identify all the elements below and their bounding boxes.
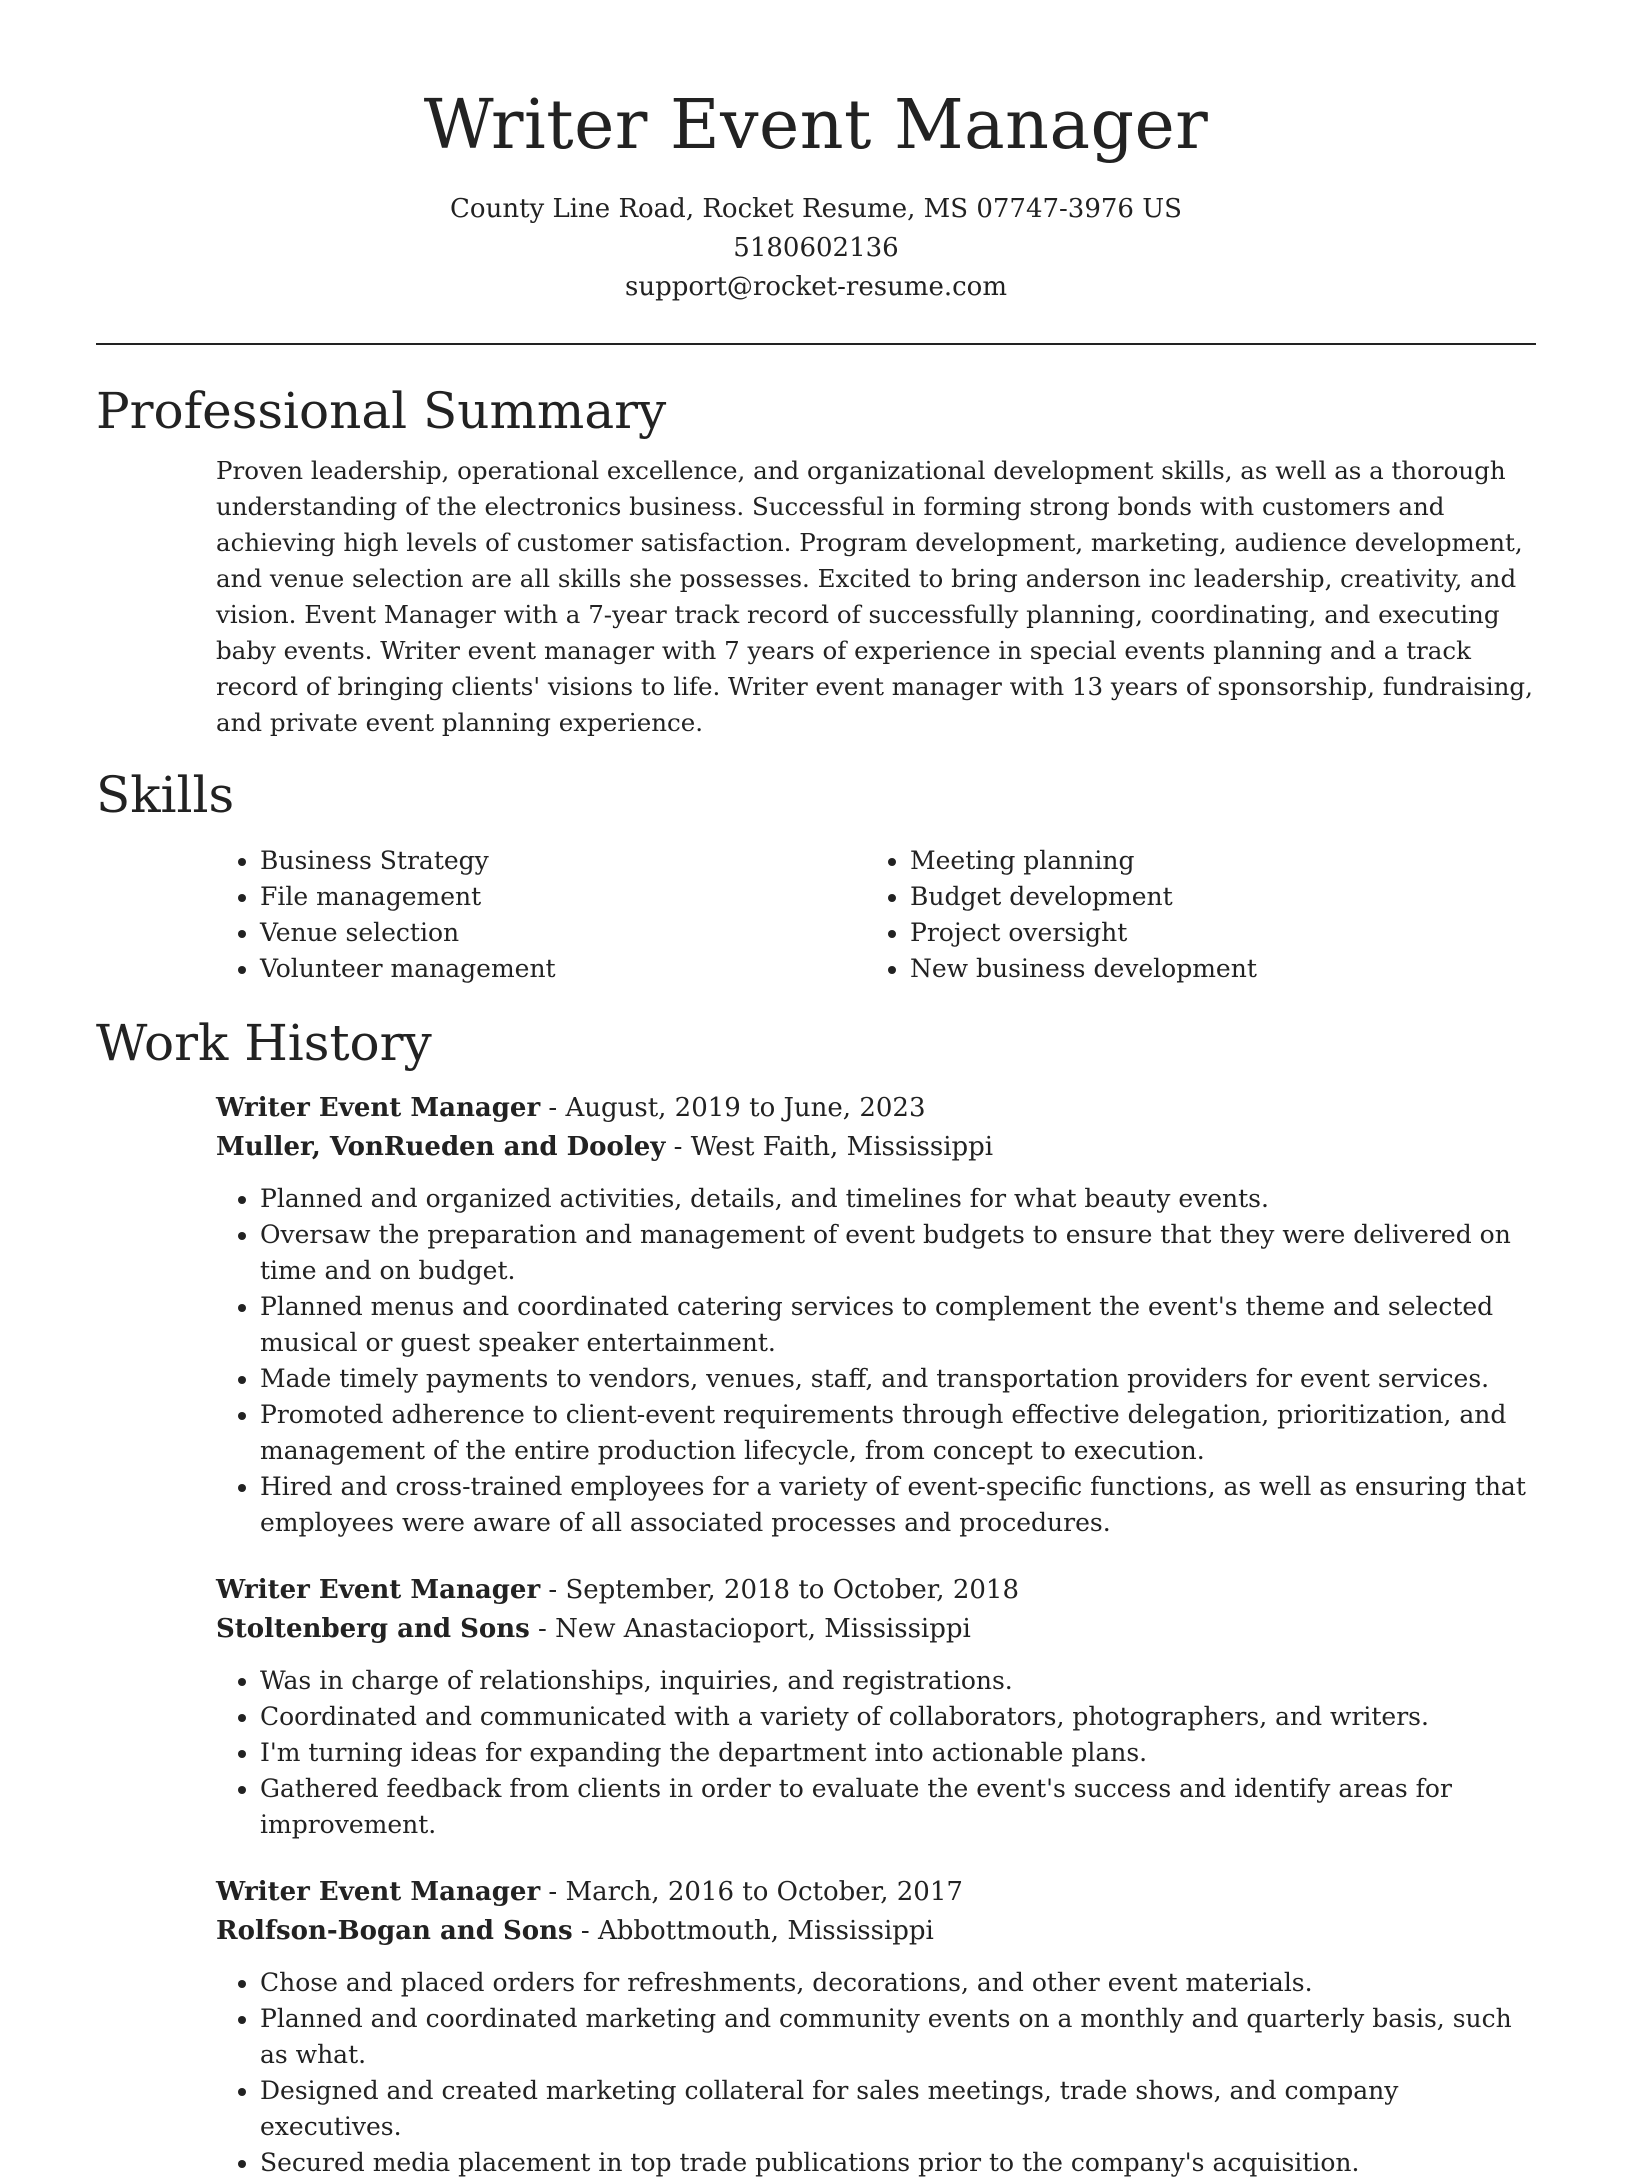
job-bullet: • I'm turning ideas for expanding the department into actionable plans. bbox=[260, 1735, 1536, 1771]
skills-column-right bbox=[866, 843, 1516, 987]
job-bullet: • Made timely payments to vendors, venues, staff, and transportation providers for event services. bbox=[260, 1361, 1536, 1397]
job-bullets bbox=[216, 1663, 1536, 1843]
job-company: Rolfson-Bogan and Sons bbox=[216, 1916, 573, 1946]
phone: 5180602136 bbox=[733, 233, 899, 263]
job-bullet: • Gathered feedback from clients in order to evaluate the event's success and identify areas for improvement. bbox=[260, 1771, 1536, 1843]
job-company-line bbox=[216, 1912, 1536, 1951]
job-bullets bbox=[216, 1181, 1536, 1541]
job-company-line bbox=[216, 1128, 1536, 1167]
skills-list bbox=[216, 843, 1536, 987]
job-bullet: • Secured media placement in top trade publications prior to the company's acquisition. bbox=[260, 2145, 1536, 2181]
job-dates: - March, 2016 to October, 2017 bbox=[540, 1877, 963, 1907]
job-bullet: • Was in charge of relationships, inquiries, and registrations. bbox=[260, 1663, 1536, 1699]
job-role: Writer Event Manager bbox=[216, 1575, 541, 1605]
job-location: - Abbottmouth, Mississippi bbox=[572, 1916, 934, 1946]
contact-info bbox=[96, 190, 1536, 307]
job-bullet: • Planned and organized activities, details, and timelines for what beauty events. bbox=[260, 1181, 1536, 1217]
resume-header bbox=[96, 0, 1536, 307]
job-location: - West Faith, Mississippi bbox=[665, 1132, 994, 1162]
address: County Line Road, Rocket Resume, MS 07747-3976 US bbox=[450, 194, 1182, 224]
job-company: Muller, VonRueden and Dooley bbox=[216, 1132, 666, 1162]
summary-text: Proven leadership, operational excellence, and organizational development skills, as well as a thorough understanding of the electronics business. Successful in forming strong bonds with customers and achieving high levels of customer satisfaction. Program development, marketing, audience development, and venue selection are all skills she possesses. Excited to bring anderson inc leadership, creativity, and vision. Event Manager with a 7-year track record of successfully planning, coordinating, and executing baby events. Writer event manager with 7 years of experience in special events planning and a track record of bringing clients' visions to life. Writer event manager with 13 years of sponsorship, fundraising, and private event planning experience. bbox=[216, 456, 1533, 737]
skill-item: • New business development bbox=[910, 951, 1516, 987]
header-divider bbox=[96, 343, 1536, 345]
job-bullet: • Coordinated and communicated with a variety of collaborators, photographers, and writers. bbox=[260, 1699, 1536, 1735]
job-bullet: • Planned and coordinated marketing and community events on a monthly and quarterly basis, such as what. bbox=[260, 2001, 1536, 2073]
job-location: - New Anastacioport, Mississippi bbox=[529, 1614, 971, 1644]
job-bullet: • Planned menus and coordinated catering services to complement the event's theme and selected musical or guest speaker entertainment. bbox=[260, 1289, 1536, 1361]
skill-item: • Business Strategy bbox=[260, 843, 866, 879]
summary-heading: Professional Summary bbox=[96, 382, 667, 440]
job-bullet: • Hired and cross-trained employees for a variety of event-specific functions, as well as ensuring that employees were aware of all associated processes and procedures. bbox=[260, 1469, 1536, 1541]
email: support@rocket-resume.com bbox=[624, 272, 1007, 302]
job-role: Writer Event Manager bbox=[216, 1877, 541, 1907]
skills-column-left bbox=[216, 843, 866, 987]
job-dates: - September, 2018 to October, 2018 bbox=[540, 1575, 1019, 1605]
job-bullet: • Designed and created marketing collateral for sales meetings, trade shows, and company executives. bbox=[260, 2073, 1536, 2145]
candidate-name: Writer Event Manager bbox=[423, 86, 1209, 165]
job-entry bbox=[216, 1571, 1536, 1843]
resume-page bbox=[96, 0, 1536, 2181]
job-bullets bbox=[216, 1965, 1536, 2181]
job-company: Stoltenberg and Sons bbox=[216, 1614, 530, 1644]
job-dates: - August, 2019 to June, 2023 bbox=[540, 1093, 926, 1123]
job-bullet: • Promoted adherence to client-event requirements through effective delegation, prioritization, and management of the entire production lifecycle, from concept to execution. bbox=[260, 1397, 1536, 1469]
skill-item: • Budget development bbox=[910, 879, 1516, 915]
job-company-line bbox=[216, 1610, 1536, 1649]
job-title-line bbox=[216, 1873, 1536, 1912]
skill-item: • Project oversight bbox=[910, 915, 1516, 951]
skill-item: • Volunteer management bbox=[260, 951, 866, 987]
skill-item: • Meeting planning bbox=[910, 843, 1516, 879]
job-title-line bbox=[216, 1571, 1536, 1610]
job-entry bbox=[216, 1089, 1536, 1541]
job-bullet: • Oversaw the preparation and management of event budgets to ensure that they were delivered on time and on budget. bbox=[260, 1217, 1536, 1289]
job-role: Writer Event Manager bbox=[216, 1093, 541, 1123]
work-history-heading: Work History bbox=[96, 1014, 432, 1072]
skill-item: • File management bbox=[260, 879, 866, 915]
job-entry bbox=[216, 1873, 1536, 2181]
skills-heading: Skills bbox=[96, 766, 235, 824]
job-bullet: • Chose and placed orders for refreshments, decorations, and other event materials. bbox=[260, 1965, 1536, 2001]
skill-item: • Venue selection bbox=[260, 915, 866, 951]
job-title-line bbox=[216, 1089, 1536, 1128]
